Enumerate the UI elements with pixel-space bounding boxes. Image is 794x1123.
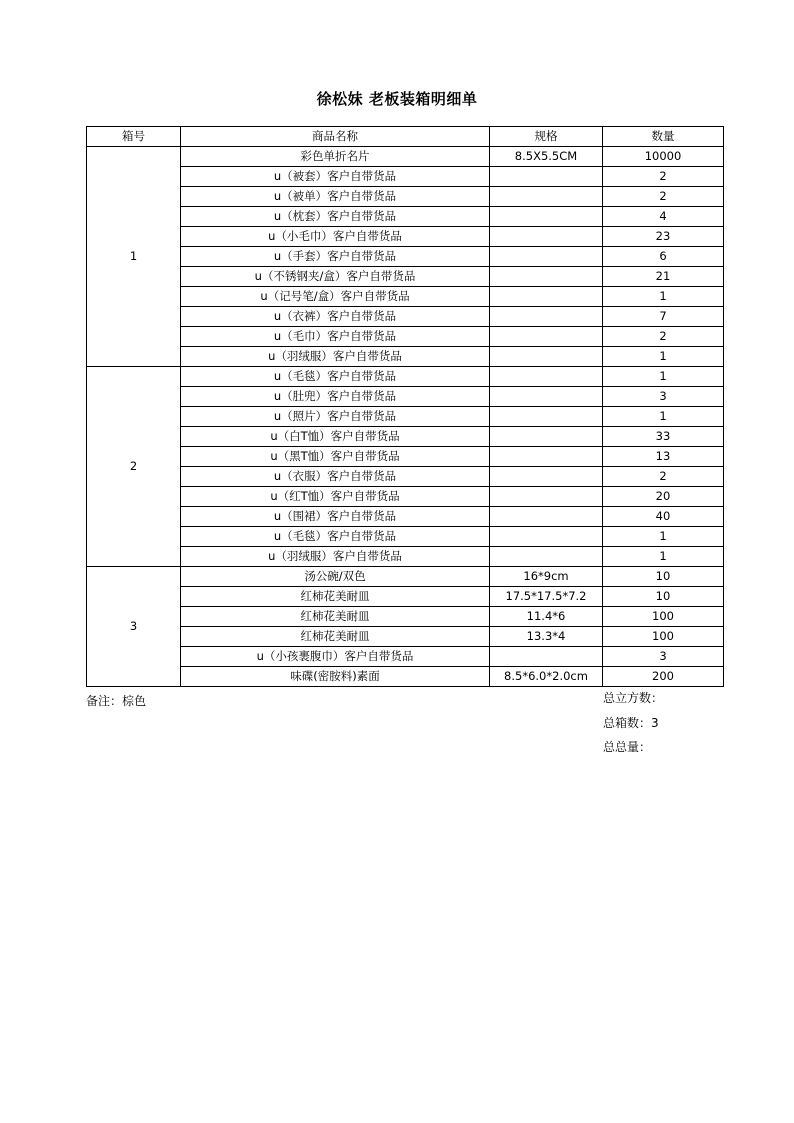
header-product-name: 商品名称 <box>181 127 490 147</box>
table-row <box>87 367 724 387</box>
table-row <box>87 347 724 367</box>
quantity-cell: 40 <box>603 507 724 527</box>
spec-cell <box>490 527 603 547</box>
table-row <box>87 527 724 547</box>
quantity-cell: 2 <box>603 167 724 187</box>
quantity-cell: 21 <box>603 267 724 287</box>
table-row <box>87 167 724 187</box>
spec-cell <box>490 327 603 347</box>
quantity-cell: 10000 <box>603 147 724 167</box>
table-row <box>87 467 724 487</box>
spec-cell <box>490 207 603 227</box>
quantity-cell: 2 <box>603 187 724 207</box>
table-row <box>87 547 724 567</box>
product-name-cell: u（枕套）客户自带货品 <box>181 207 490 227</box>
spec-cell <box>490 187 603 207</box>
box-number-cell: 2 <box>87 367 181 567</box>
table-row <box>87 247 724 267</box>
table-row <box>87 487 724 507</box>
quantity-cell: 1 <box>603 547 724 567</box>
quantity-cell: 100 <box>603 607 724 627</box>
product-name-cell: 味碟(密胺料)素面 <box>181 667 490 687</box>
remark-note: 备注：棕色 <box>86 694 147 708</box>
quantity-cell: 1 <box>603 347 724 367</box>
spec-cell <box>490 287 603 307</box>
table-row <box>87 667 724 687</box>
table-row <box>87 387 724 407</box>
table-row <box>87 327 724 347</box>
product-name-cell: u（不锈钢夹/盒）客户自带货品 <box>181 267 490 287</box>
spec-cell: 16*9cm <box>490 567 603 587</box>
table-row <box>87 147 724 167</box>
header-box-number: 箱号 <box>87 127 181 147</box>
product-name-cell: u（肚兜）客户自带货品 <box>181 387 490 407</box>
quantity-cell: 33 <box>603 427 724 447</box>
spec-cell <box>490 647 603 667</box>
table-row <box>87 447 724 467</box>
table-row <box>87 627 724 647</box>
quantity-cell: 200 <box>603 667 724 687</box>
quantity-cell: 6 <box>603 247 724 267</box>
spec-cell: 11.4*6 <box>490 607 603 627</box>
spec-cell <box>490 547 603 567</box>
table-row <box>87 227 724 247</box>
table-header-row <box>87 127 724 147</box>
table-row <box>87 427 724 447</box>
quantity-cell: 20 <box>603 487 724 507</box>
product-name-cell: u（衣服）客户自带货品 <box>181 467 490 487</box>
product-name-cell: u（照片）客户自带货品 <box>181 407 490 427</box>
spec-cell <box>490 267 603 287</box>
table-row <box>87 187 724 207</box>
header-spec: 规格 <box>490 127 603 147</box>
spec-cell <box>490 487 603 507</box>
quantity-cell: 1 <box>603 407 724 427</box>
quantity-cell: 23 <box>603 227 724 247</box>
table-row <box>87 647 724 667</box>
product-name-cell: 红柿花美耐皿 <box>181 627 490 647</box>
product-name-cell: u（毛巾）客户自带货品 <box>181 327 490 347</box>
spec-cell <box>490 467 603 487</box>
quantity-cell: 13 <box>603 447 724 467</box>
quantity-cell: 1 <box>603 367 724 387</box>
product-name-cell: u（被套）客户自带货品 <box>181 167 490 187</box>
product-name-cell: u（毛毯）客户自带货品 <box>181 527 490 547</box>
spec-cell: 8.5X5.5CM <box>490 147 603 167</box>
table-row <box>87 507 724 527</box>
spec-cell <box>490 427 603 447</box>
spec-cell <box>490 387 603 407</box>
table-row <box>87 267 724 287</box>
spec-cell: 17.5*17.5*7.2 <box>490 587 603 607</box>
product-name-cell: u（被单）客户自带货品 <box>181 187 490 207</box>
product-name-cell: u（衣裤）客户自带货品 <box>181 307 490 327</box>
quantity-cell: 1 <box>603 527 724 547</box>
quantity-cell: 2 <box>603 327 724 347</box>
product-name-cell: u（羽绒服）客户自带货品 <box>181 547 490 567</box>
quantity-cell: 3 <box>603 387 724 407</box>
product-name-cell: u（小孩裹腹巾）客户自带货品 <box>181 647 490 667</box>
summary-total-boxes: 总箱数：3 <box>603 716 659 730</box>
table-row <box>87 587 724 607</box>
spec-cell <box>490 227 603 247</box>
box-number-cell: 3 <box>87 567 181 687</box>
table-row <box>87 567 724 587</box>
quantity-cell: 10 <box>603 587 724 607</box>
spec-cell <box>490 247 603 267</box>
table-row <box>87 407 724 427</box>
product-name-cell: u（白T恤）客户自带货品 <box>181 427 490 447</box>
product-name-cell: u（黑T恤）客户自带货品 <box>181 447 490 467</box>
spec-cell <box>490 167 603 187</box>
summary-total-weight: 总总量： <box>603 740 652 754</box>
spec-cell: 13.3*4 <box>490 627 603 647</box>
quantity-cell: 2 <box>603 467 724 487</box>
spec-cell <box>490 367 603 387</box>
product-name-cell: 红柿花美耐皿 <box>181 607 490 627</box>
table-row <box>87 607 724 627</box>
product-name-cell: 汤公碗/双色 <box>181 567 490 587</box>
spec-cell: 8.5*6.0*2.0cm <box>490 667 603 687</box>
product-name-cell: u（毛毯）客户自带货品 <box>181 367 490 387</box>
product-name-cell: u（记号笔/盒）客户自带货品 <box>181 287 490 307</box>
quantity-cell: 10 <box>603 567 724 587</box>
spec-cell <box>490 447 603 467</box>
quantity-cell: 4 <box>603 207 724 227</box>
spec-cell <box>490 507 603 527</box>
spec-cell <box>490 307 603 327</box>
document-title: 徐松妹 老板装箱明细单 <box>316 90 478 108</box>
product-name-cell: u（围裙）客户自带货品 <box>181 507 490 527</box>
product-name-cell: u（红T恤）客户自带货品 <box>181 487 490 507</box>
spec-cell <box>490 407 603 427</box>
box-number-cell: 1 <box>87 147 181 367</box>
spec-cell <box>490 347 603 367</box>
packing-list-table <box>86 126 724 687</box>
product-name-cell: u（羽绒服）客户自带货品 <box>181 347 490 367</box>
table-row <box>87 207 724 227</box>
quantity-cell: 3 <box>603 647 724 667</box>
table-row <box>87 287 724 307</box>
quantity-cell: 1 <box>603 287 724 307</box>
product-name-cell: 彩色单折名片 <box>181 147 490 167</box>
product-name-cell: 红柿花美耐皿 <box>181 587 490 607</box>
product-name-cell: u（手套）客户自带货品 <box>181 247 490 267</box>
product-name-cell: u（小毛巾）客户自带货品 <box>181 227 490 247</box>
quantity-cell: 7 <box>603 307 724 327</box>
quantity-cell: 100 <box>603 627 724 647</box>
header-quantity: 数量 <box>603 127 724 147</box>
summary-total-volume: 总立方数： <box>603 691 664 705</box>
table-row <box>87 307 724 327</box>
table-body <box>87 147 724 687</box>
